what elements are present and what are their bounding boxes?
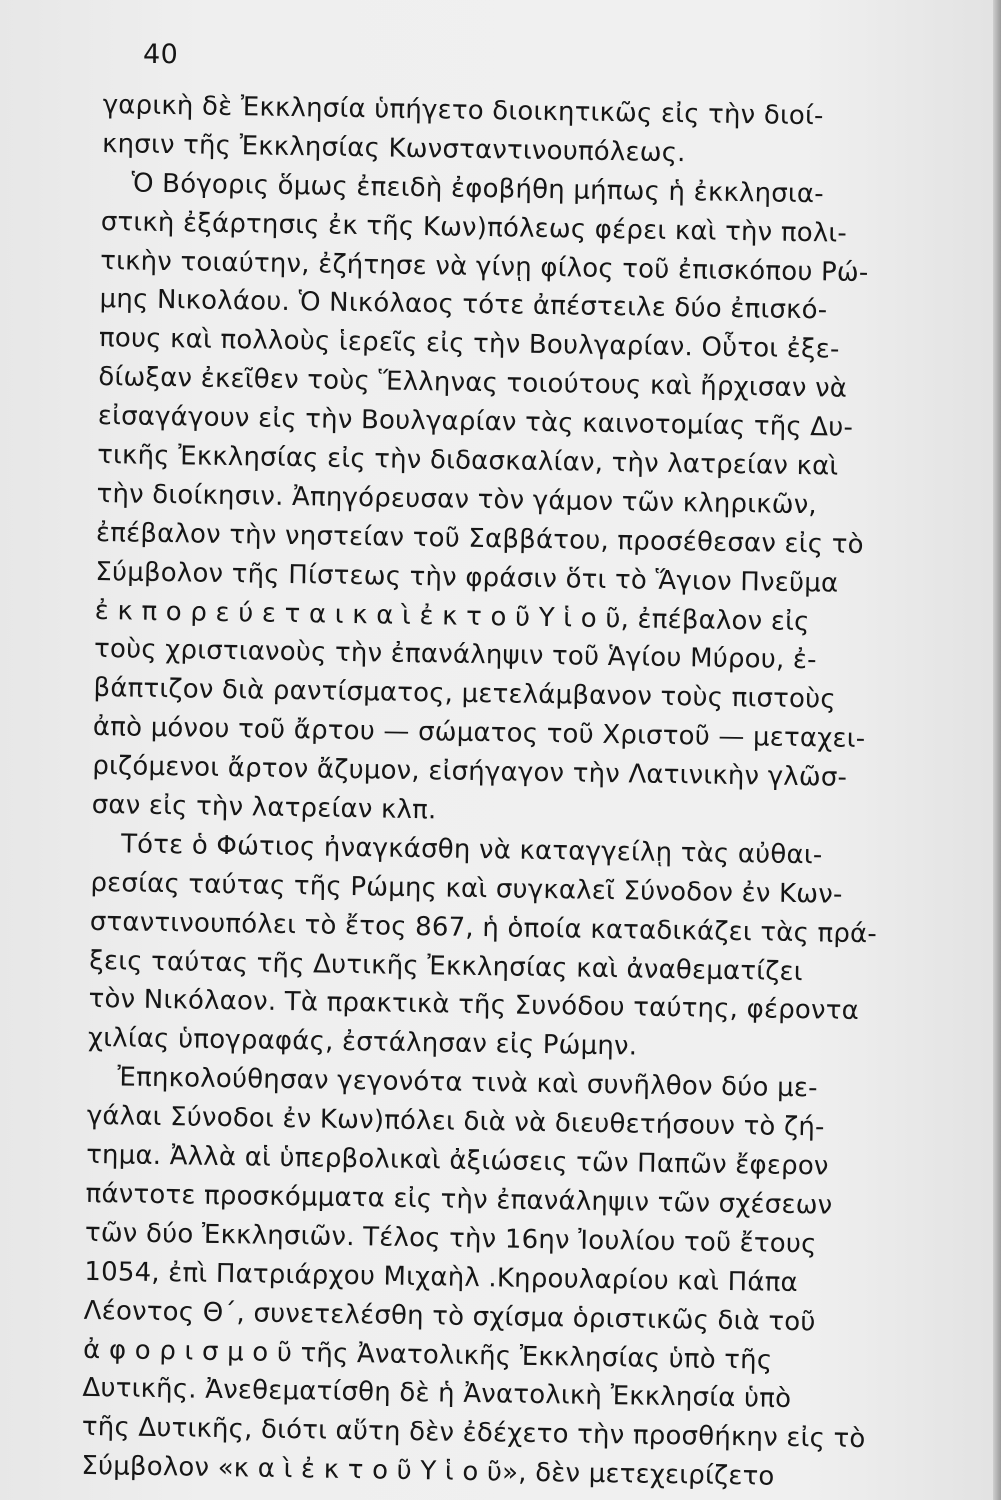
- text-line: χιλίας ὑπογραφάς, ἐστάλησαν εἰς Ρώμην.: [87, 1023, 638, 1062]
- text-line: 1054, ἐπὶ Πατριάρχου Μιχαὴλ .Κηρουλαρίου καὶ Πάπα: [84, 1256, 799, 1298]
- text-line: εἰσαγάγουν εἰς τὴν Βουλγαρίαν τὰς καινοτομίας τῆς Δυ-: [97, 401, 854, 443]
- text-line: τῆς Δυτικῆς, διότι αὕτη δὲν ἐδέχετο τὴν προσθήκην εἰς τὸ: [81, 1412, 866, 1455]
- text-line: πους καὶ πολλοὺς ἱερεῖς εἰς τὴν Βουλγαρίαν. Οὗτοι ἐξε-: [98, 323, 840, 365]
- text-line: πάντοτε προσκόμματα εἰς τὴν ἐπανάληψιν τῶν σχέσεων: [85, 1178, 833, 1221]
- text-line: γάλαι Σύνοδοι ἐν Κων)πόλει διὰ νὰ διευθετήσουν τὸ ζή-: [86, 1101, 825, 1143]
- text-line: ρεσίας ταύτας τῆς Ρώμης καὶ συγκαλεῖ Σύνοδον ἐν Κων-: [90, 867, 843, 910]
- text-line: μης Νικολάου. Ὁ Νικόλαος τότε ἀπέστειλε δύο ἐπισκό-: [99, 284, 828, 326]
- text-line: Ἐπηκολούθησαν γεγονότα τινὰ καὶ συνῆλθον δύο με-: [117, 1062, 818, 1104]
- text-line: τὴν διοίκησιν. Ἀπηγόρευσαν τὸν γάμον τῶν κληρικῶν,: [96, 478, 818, 521]
- text-line: ἐπέβαλον τὴν νηστείαν τοῦ Σαββάτου, προσέθεσαν εἰς τὸ: [95, 517, 864, 560]
- text-line: τοὺς χριστιανοὺς τὴν ἐπανάληψιν τοῦ Ἁγίου Μύρου, ἐ-: [93, 634, 817, 676]
- text-line: τικὴν τοιαύτην, ἐζήτησε νὰ γίνῃ φίλος τοῦ ἐπισκόπου Ρώ-: [100, 245, 869, 288]
- text-line: Σύμβολον «κ α ὶ ἐ κ τ ο ῦ Υ ἱ ο ῦ», δὲν μετεχειρίζετο: [81, 1451, 775, 1492]
- text-line: ξεις ταύτας τῆς Δυτικῆς Ἐκκλησίας καὶ ἀναθεματίζει: [89, 945, 804, 987]
- text-line: Λέοντος Θ΄, συνετελέσθη τὸ σχίσμα ὁριστικῶς διὰ τοῦ: [83, 1295, 816, 1337]
- text-line: σταντινουπόλει τὸ ἔτος 867, ἡ ὁποία καταδικάζει τὰς πρά-: [89, 906, 878, 949]
- text-line: ριζόμενοι ἄρτον ἄζυμον, εἰσήγαγον τὴν Λατινικὴν γλῶσ-: [92, 751, 848, 793]
- page-number: 40: [143, 39, 179, 70]
- text-line: τικῆς Ἐκκλησίας εἰς τὴν διδασκαλίαν, τὴν λατρείαν καὶ: [96, 439, 839, 482]
- text-line: ἀ φ ο ρ ι σ μ ο ῦ τῆς Ἀνατολικῆς Ἐκκλησίας ὑπὸ τῆς: [82, 1334, 773, 1376]
- text-line: τῶν δύο Ἐκκλησιῶν. Τέλος τὴν 16ην Ἰουλίου τοῦ ἔτους: [84, 1217, 817, 1260]
- binding-edge: [993, 0, 1001, 1500]
- text-line: ἀπὸ μόνου τοῦ ἄρτου — σώματος τοῦ Χριστοῦ — μεταχει-: [92, 712, 866, 755]
- text-line: κησιν τῆς Ἐκκλησίας Κωνσταντινουπόλεως.: [101, 128, 686, 169]
- text-line: τημα. Ἀλλὰ αἱ ὑπερβολικαὶ ἀξιώσεις τῶν Παπῶν ἔφερον: [85, 1139, 829, 1182]
- text-line: σαν εἰς τὴν λατρείαν κλπ.: [91, 789, 437, 826]
- text-line: Τότε ὁ Φώτιος ἠναγκάσθη νὰ καταγγείλῃ τὰς αὐθαι-: [120, 829, 823, 871]
- text-line: Δυτικῆς. Ἀνεθεματίσθη δὲ ἡ Ἀνατολικὴ Ἐκκλησία ὑπὸ: [82, 1373, 792, 1415]
- body-text: [81, 86, 935, 1499]
- text-line: στικὴ ἐξάρτησις ἐκ τῆς Κων)πόλεως φέρει καὶ τὴν πολι-: [100, 206, 848, 249]
- text-line: Σύμβολον τῆς Πίστεως τὴν φράσιν ὅτι τὸ Ἅγιον Πνεῦμα: [95, 556, 839, 599]
- text-line: δίωξαν ἐκεῖθεν τοὺς Ἕλληνας τοιούτους καὶ ἤρχισαν νὰ: [98, 362, 848, 404]
- text-line: ἐ κ π ο ρ ε ύ ε τ α ι κ α ὶ ἐ κ τ ο ῦ Υ ἱ ο ῦ, ἐπέβαλον εἰς: [94, 595, 810, 637]
- text-line: βάπτιζον διὰ ραντίσματος, μετελάμβανον τοὺς πιστοὺς: [93, 673, 837, 715]
- text-line: γαρικὴ δὲ Ἐκκλησία ὑπήγετο διοικητικῶς εἰς τὴν διοί-: [102, 89, 824, 132]
- text-line: τὸν Νικόλαον. Τὰ πρακτικὰ τῆς Συνόδου ταύτης, φέροντα: [88, 984, 860, 1027]
- text-line: Ὁ Βόγορις ὅμως ἐπειδὴ ἐφοβήθη μήπως ἡ ἐκκλησια-: [131, 168, 825, 210]
